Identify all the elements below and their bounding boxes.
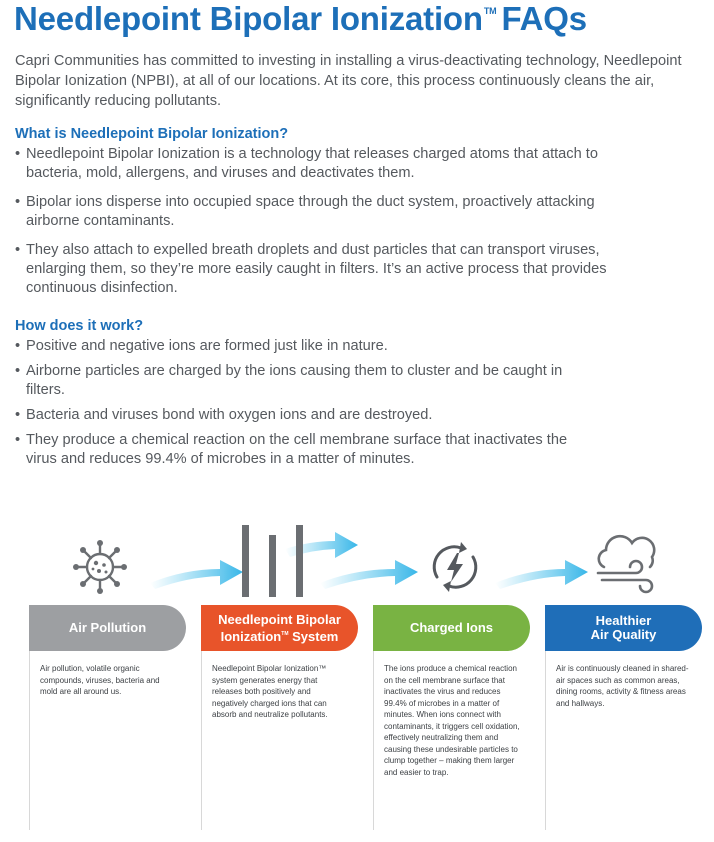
list-item: • Bipolar ions disperse into occupied space through the duct system, proactively attacking airborne contaminants. [15, 193, 615, 231]
arrow-1 [150, 560, 243, 589]
card-healthier-air [545, 605, 702, 830]
list-item: • Positive and negative ions are formed just like in nature. [15, 337, 595, 356]
list-item: • Airborne particles are charged by the ions causing them to cluster and be caught in filters. [15, 362, 595, 400]
card-header: Air Pollution [29, 605, 186, 651]
section2-bullet-list [15, 337, 595, 469]
card-header: Healthier Air Quality [545, 605, 702, 651]
card-body: Needlepoint Bipolar Ionization™ system generates energy that releases both positively and negatively charged ions that can absorb and neutralize pollutants. [212, 664, 328, 719]
virus-icon [70, 537, 130, 597]
section1-bullet-list [15, 145, 615, 298]
arrow-3 [320, 560, 418, 589]
card-air-pollution [29, 605, 186, 830]
cloud-wind-icon [592, 527, 662, 597]
ionizer-tubes-icon [236, 521, 316, 601]
card-body: Air pollution, volatile organic compounds, viruses, bacteria and mold are all around us. [40, 664, 160, 696]
card-body: The ions produce a chemical reaction on the cell membrane surface that inactivates the virus and reduces 99.4% of microbes in a matter of minutes. When ions connect with contaminants, it triggers cell oxidation, effectively neutralizing them and causing these undesirable particles to clump together – making them larger and easier to trap. [384, 664, 520, 777]
card-header: Charged Ions [373, 605, 530, 651]
list-item: • Needlepoint Bipolar Ionization is a technology that releases charged atoms that attach to bacteria, mold, allergens, and viruses and deactivates them. [15, 145, 615, 183]
intro-paragraph: Capri Communities has committed to investing in installing a virus-deactivating technology, Needlepoint Bipolar Ionization (NPBI), at all of our locations. At its core, this process continuously cleans the air, significantly reducing pollutants. [15, 53, 682, 109]
card-header: Needlepoint Bipolar Ionization™ System [201, 605, 358, 651]
arrow-4 [495, 560, 588, 589]
ionization-process-diagram [0, 505, 714, 842]
list-item: • They also attach to expelled breath droplets and dust particles that can transport viruses, enlarging them, so they’re more easily caught in filters. It’s an active process that provides continuous disinfection. [15, 241, 615, 298]
page-title: Needlepoint Bipolar Ionization™ FAQs [14, 0, 587, 37]
card-body: Air is continuously cleaned in shared-air spaces such as common areas, dining rooms, activity & fitness areas and hallways. [556, 664, 689, 708]
section-heading-how-it-works: How does it work? [15, 318, 144, 334]
list-item: • Bacteria and viruses bond with oxygen ions and are destroyed. [15, 406, 595, 425]
section-heading-what-is: What is Needlepoint Bipolar Ionization? [15, 126, 289, 142]
card-npbi-system [201, 605, 358, 830]
list-item: • They produce a chemical reaction on the cell membrane surface that inactivates the virus and reduces 99.4% of microbes in a matter of minutes. [15, 431, 595, 469]
card-charged-ions [373, 605, 530, 830]
lightning-cycle-icon [425, 537, 485, 597]
